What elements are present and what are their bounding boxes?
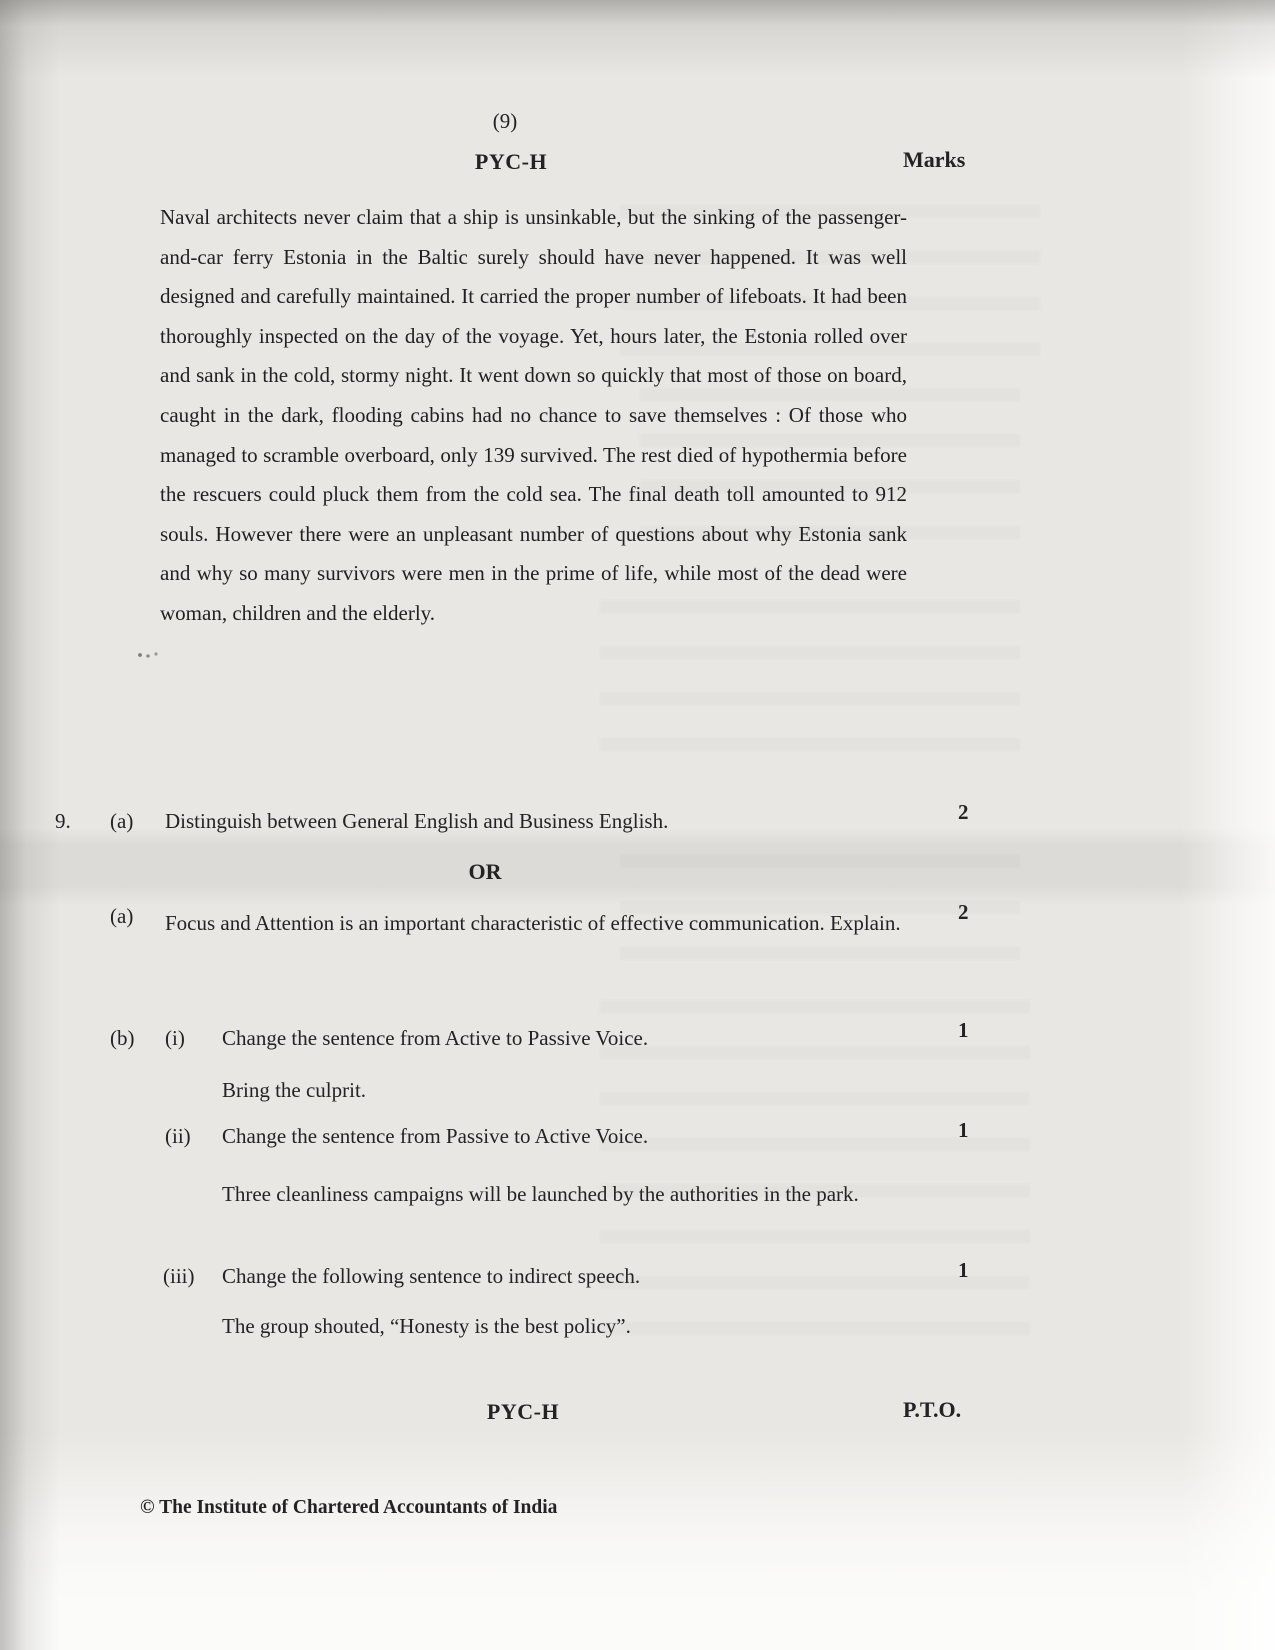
q9b-ii-prompt: Change the sentence from Passive to Active Voice. [222, 1124, 649, 1148]
q9a-alt-marks: 2 [958, 900, 969, 924]
q9a-alt-text: Focus and Attention is an important characteristic of effective communication. Explain. [165, 911, 901, 935]
q9b-iii-sentence: The group shouted, “Honesty is the best policy”. [222, 1314, 631, 1338]
question-number: 9. [55, 809, 71, 833]
pto-label: P.T.O. [903, 1397, 962, 1422]
q9a-label: (a) [110, 809, 134, 833]
q9b-ii-sentence: Three cleanliness campaigns will be launched by the authorities in the park. [222, 1182, 859, 1206]
scan-speck-artifact [136, 650, 162, 659]
paper-code-footer: PYC-H [486, 1399, 560, 1424]
or-separator: OR [468, 859, 502, 884]
marks-column-label: Marks [903, 147, 966, 172]
q9a-text: Distinguish between General English and Business English. [165, 809, 669, 833]
q9b-i-marks: 1 [958, 1018, 969, 1042]
q9b-iii-prompt: Change the following sentence to indirect speech. [222, 1264, 641, 1288]
q9a-marks: 2 [958, 800, 969, 824]
page-number: (9) [492, 109, 518, 133]
q9b-iii-label: (iii) [163, 1264, 195, 1288]
q9b-i-label: (i) [165, 1026, 185, 1050]
q9b-i-prompt: Change the sentence from Active to Passive Voice. [222, 1026, 649, 1050]
q9a-alt-label: (a) [110, 904, 134, 928]
q9b-label: (b) [110, 1026, 135, 1050]
copyright-notice: © The Institute of Chartered Accountants of India [140, 1497, 558, 1518]
q9b-iii-marks: 1 [958, 1258, 969, 1282]
reading-passage: Naval architects never claim that a ship is unsinkable, but the sinking of the passenger-and-car ferry Estonia in the Baltic surely should have never happened. It was well designed and carefully maintained. It carried the proper number of lifeboats. It had been thoroughly inspected on the day of the voyage. Yet, hours later, the Estonia rolled over and sank in the cold, stormy night. It went down so quickly that most of those on board, caught in the dark, flooding cabins had no chance to save themselves : Of those who managed to scramble overboard, only 139 survived. The rest died of hypothermia before the rescuers could pluck them from the cold sea. The final death toll amounted to 912 souls. However there were an unpleasant number of questions about why Estonia sank and why so many survivors were men in the prime of life, while most of the dead were woman, children and the elderly. [160, 205, 907, 625]
q9b-ii-marks: 1 [958, 1118, 969, 1142]
q9b-ii-label: (ii) [165, 1124, 191, 1148]
q9b-i-sentence: Bring the culprit. [222, 1078, 367, 1102]
paper-code-header: PYC-H [474, 149, 548, 174]
